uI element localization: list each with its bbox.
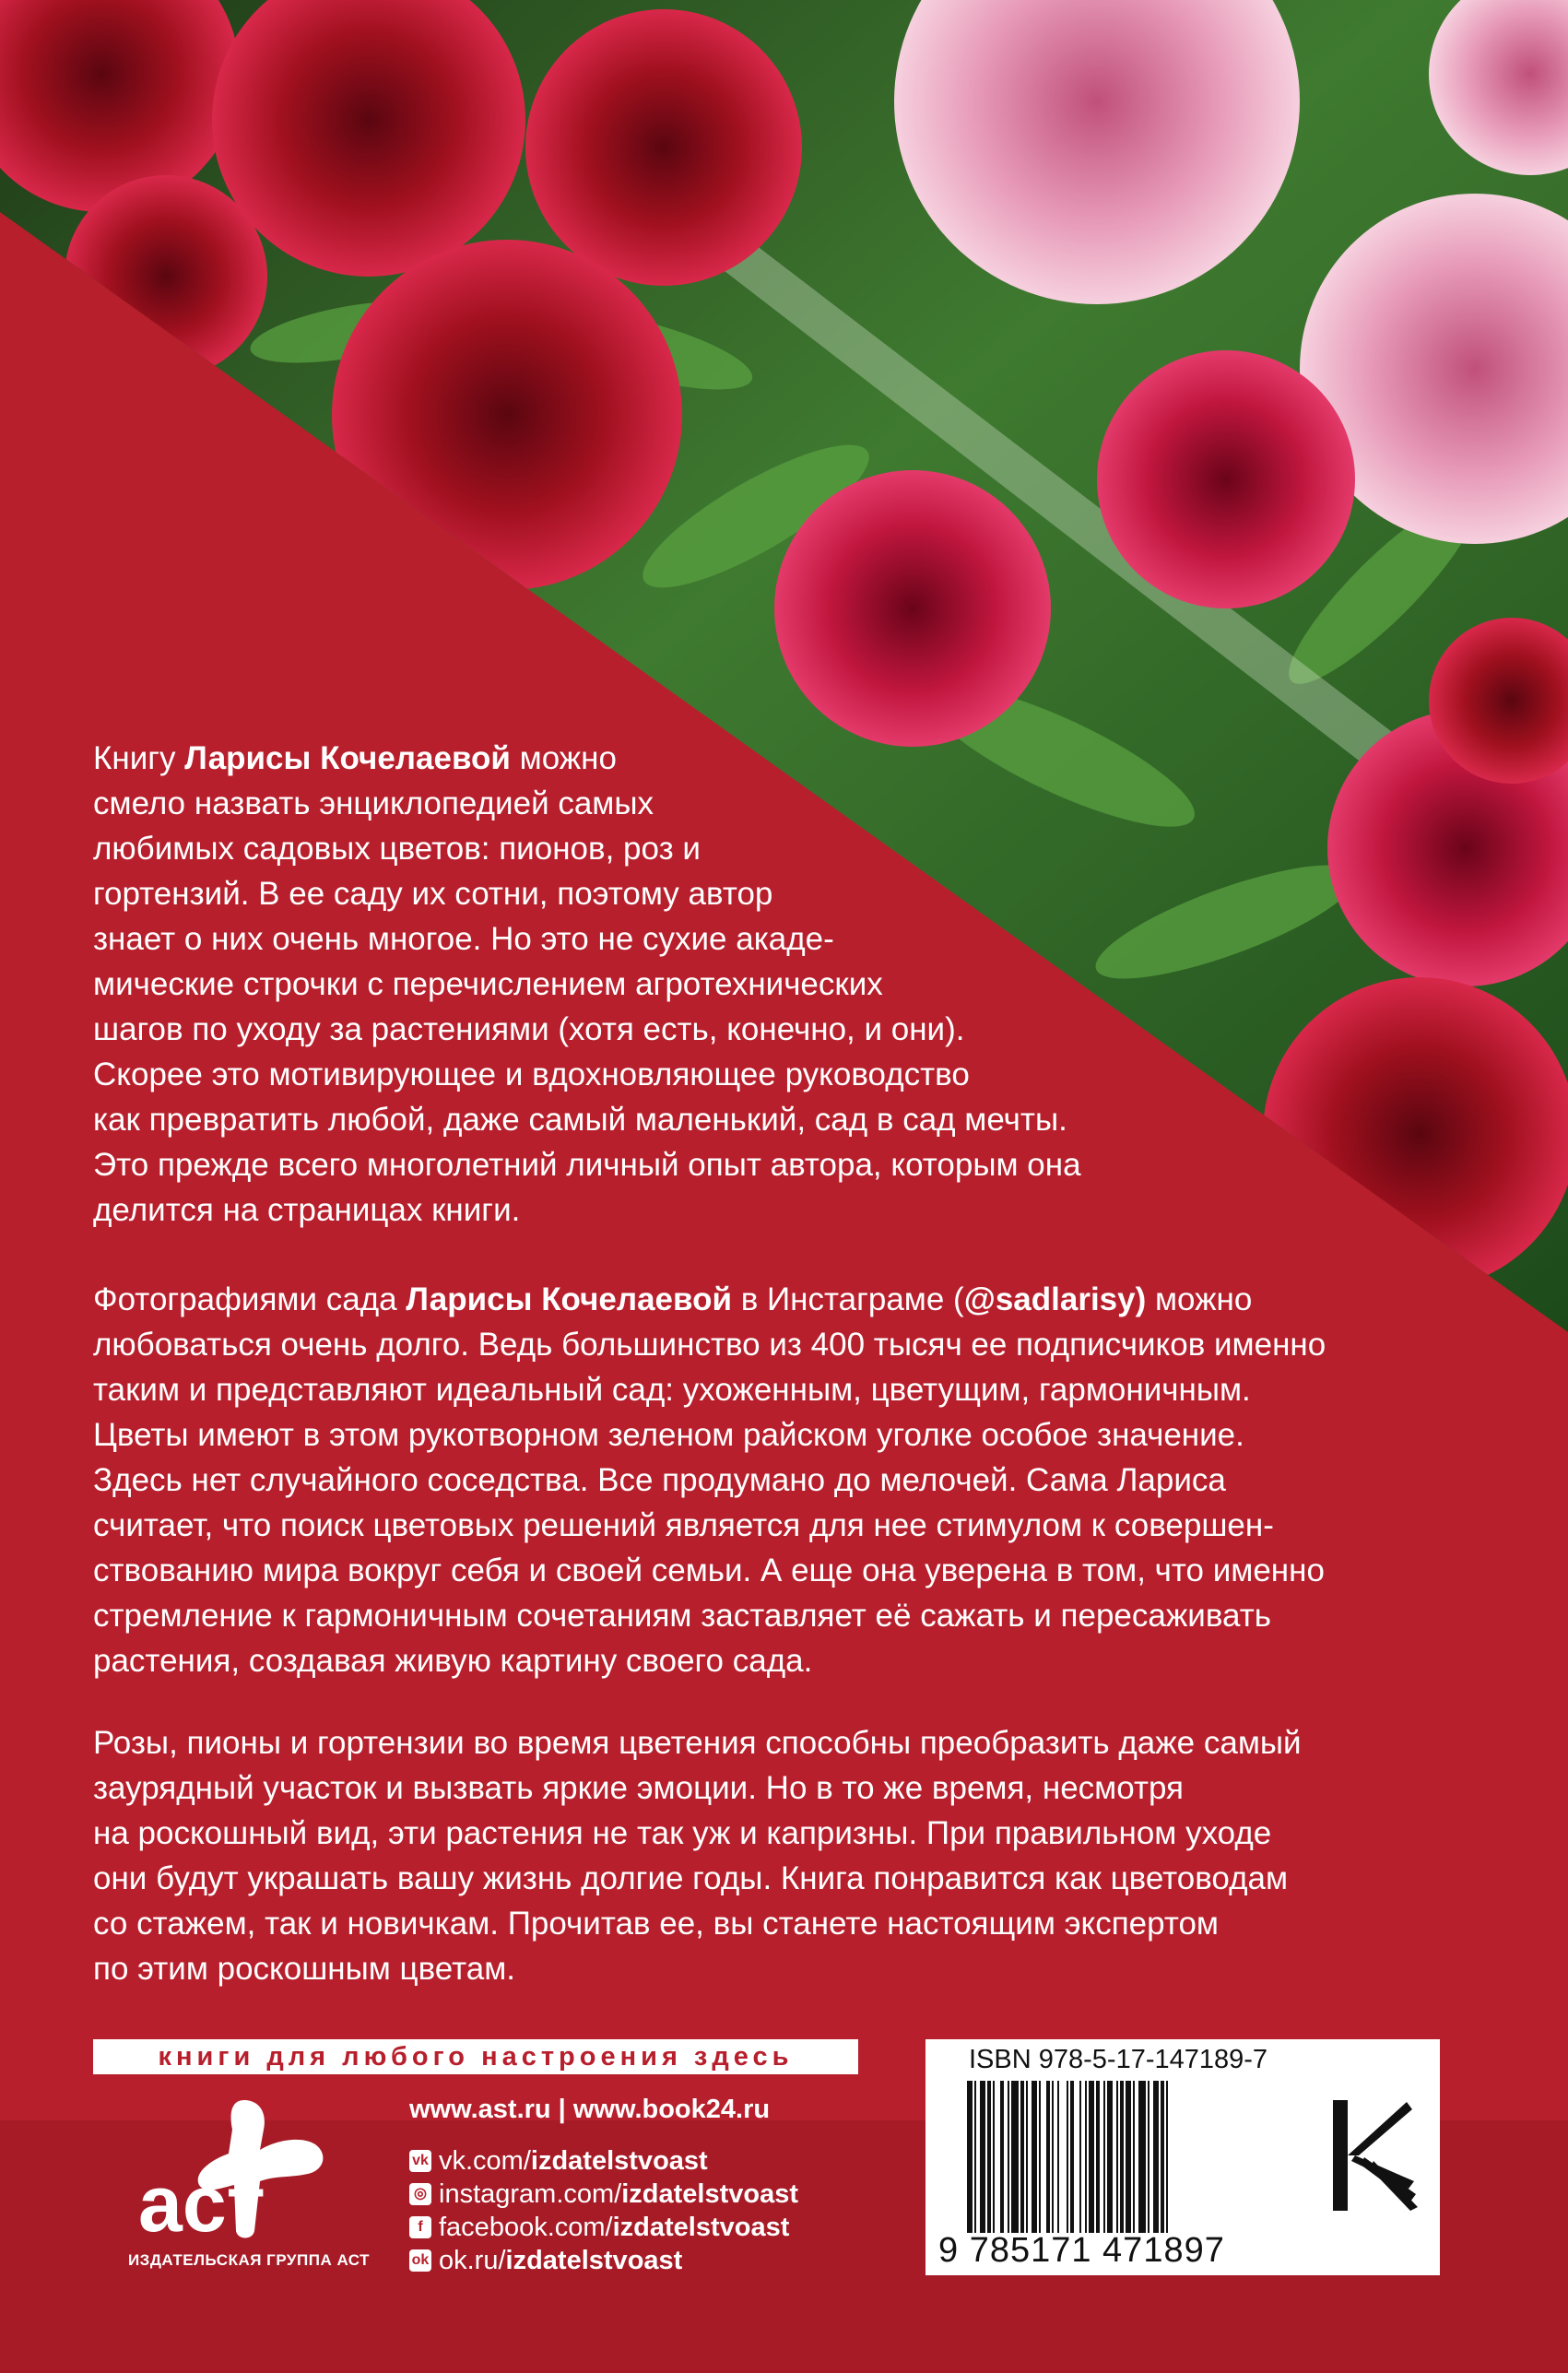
isbn-digits: 9 785171 471897 bbox=[938, 2231, 1225, 2270]
publisher-links bbox=[409, 2093, 798, 2277]
barcode-bar bbox=[1052, 2081, 1054, 2233]
text-segment: делится на страницах книги. bbox=[93, 1192, 521, 1228]
text-segment: считает, что поиск цветовых решений является для нее стимулом к совершен- bbox=[93, 1507, 1274, 1543]
text-segment: можно bbox=[1146, 1281, 1253, 1317]
text-segment: мические строчки с перечислением агротехнических bbox=[93, 966, 883, 1002]
icon-glyph: ok bbox=[411, 2252, 430, 2268]
bold-text: Ларисы Кочелаевой bbox=[184, 740, 511, 776]
text-line bbox=[93, 1503, 1457, 1548]
text-segment: по этим роскошным цветам. bbox=[93, 1951, 515, 1987]
barcode-bar bbox=[1070, 2081, 1074, 2233]
barcode-bar bbox=[1085, 2081, 1087, 2233]
barcode-bar bbox=[1138, 2081, 1146, 2233]
social-link-prefix: vk.com/ bbox=[439, 2146, 531, 2176]
barcode-bar bbox=[1057, 2081, 1059, 2233]
text-segment: таким и представляют идеальный сад: ухоженным, цветущим, гармоничным. bbox=[93, 1372, 1251, 1408]
social-link-handle: izdatelstvoast bbox=[505, 2246, 683, 2275]
text-segment: гортензий. В ее саду их сотни, поэтому автор bbox=[93, 876, 773, 912]
text-line bbox=[93, 826, 1126, 871]
social-link-handle: izdatelstvoast bbox=[621, 2179, 799, 2209]
ast-publisher-logo bbox=[120, 2093, 369, 2249]
bold-text: @sadlarisy) bbox=[963, 1281, 1147, 1317]
text-line bbox=[93, 1277, 1457, 1322]
text-segment: в Инстаграме ( bbox=[731, 1281, 964, 1317]
barcode-bar bbox=[1120, 2081, 1124, 2233]
barcode-bar bbox=[1161, 2081, 1164, 2233]
social-link-handle: izdatelstvoast bbox=[530, 2146, 708, 2176]
text-segment: заурядный участок и вызвать яркие эмоции. Но в то же время, несмотря bbox=[93, 1770, 1184, 1806]
odnoklassniki-icon bbox=[409, 2249, 431, 2272]
ast-logo-text: аст bbox=[138, 2160, 265, 2249]
text-line bbox=[93, 1720, 1457, 1765]
text-segment: на роскошный вид, эти растения не так уж и капризны. При правильном уходе bbox=[93, 1815, 1272, 1851]
icon-glyph: f bbox=[418, 2219, 423, 2235]
barcode-bar bbox=[1126, 2081, 1131, 2233]
text-segment: стремление к гармоничным сочетаниям заставляет её сажать и пересаживать bbox=[93, 1598, 1271, 1634]
social-link-vk[interactable] bbox=[409, 2144, 798, 2178]
text-segment: растения, создавая живую картину своего сада. bbox=[93, 1643, 813, 1679]
text-segment: Фотографиями сада bbox=[93, 1281, 407, 1317]
social-link-prefix: instagram.com/ bbox=[439, 2179, 622, 2209]
text-segment: любоваться очень долго. Ведь большинство из 400 тысяч ее подписчиков именно bbox=[93, 1327, 1326, 1363]
barcode-bar bbox=[1148, 2081, 1149, 2233]
barcode-bar bbox=[1166, 2081, 1168, 2233]
text-line bbox=[93, 962, 1126, 1007]
social-link-odnoklassniki[interactable] bbox=[409, 2244, 798, 2277]
text-segment: можно bbox=[510, 740, 617, 776]
barcode-bar bbox=[1032, 2081, 1037, 2233]
text-line bbox=[93, 781, 1126, 826]
text-line bbox=[93, 1548, 1457, 1593]
facebook-icon bbox=[409, 2216, 431, 2238]
isbn-label: ISBN 978-5-17-147189-7 bbox=[969, 2045, 1268, 2074]
text-line bbox=[93, 1412, 1457, 1458]
barcode-bar bbox=[1067, 2081, 1068, 2233]
text-segment: шагов по уходу за растениями (хотя есть, конечно, и они). bbox=[93, 1011, 965, 1047]
text-line bbox=[93, 1946, 1457, 1991]
text-segment: как превратить любой, даже самый маленький, сад в сад мечты. bbox=[93, 1102, 1067, 1138]
text-segment: Книгу bbox=[93, 740, 185, 776]
barcode-bar bbox=[1079, 2081, 1081, 2233]
barcode-bar bbox=[1103, 2081, 1105, 2233]
barcode-bar bbox=[1020, 2081, 1024, 2233]
social-link-prefix: ok.ru/ bbox=[439, 2246, 506, 2275]
text-line bbox=[93, 1142, 1126, 1187]
slogan-banner: книги для любого настроения здесь bbox=[93, 2039, 858, 2074]
text-line bbox=[93, 1322, 1457, 1367]
social-link-prefix: facebook.com/ bbox=[439, 2213, 613, 2242]
barcode-bar bbox=[980, 2081, 985, 2233]
text-segment: они будут украшать вашу жизнь долгие годы. Книга понравится как цветоводам bbox=[93, 1860, 1289, 1896]
barcode-bar bbox=[1008, 2081, 1009, 2233]
text-segment: знает о них очень многое. Но это не сухие акаде- bbox=[93, 921, 834, 957]
text-line bbox=[93, 1856, 1457, 1901]
text-line bbox=[93, 736, 1126, 781]
text-line bbox=[93, 1052, 1126, 1097]
publisher-caption: ИЗДАТЕЛЬСКАЯ ГРУППА АСТ bbox=[127, 2251, 371, 2269]
barcode-bar bbox=[1011, 2081, 1019, 2233]
description-paragraph-3 bbox=[93, 1720, 1457, 1991]
text-line bbox=[93, 916, 1126, 962]
instagram-icon bbox=[409, 2183, 431, 2205]
description-paragraph-2 bbox=[93, 1277, 1457, 1683]
text-line bbox=[93, 1187, 1126, 1233]
text-line bbox=[93, 1367, 1457, 1412]
barcode-bar bbox=[1107, 2081, 1113, 2233]
icon-glyph: vk bbox=[412, 2153, 429, 2168]
social-link-facebook[interactable] bbox=[409, 2211, 798, 2244]
isbn-barcode-block bbox=[925, 2039, 1440, 2275]
text-segment: со стажем, так и новичкам. Прочитав ее, вы станете настоящим экспертом bbox=[93, 1906, 1219, 1942]
barcode-bar bbox=[1046, 2081, 1050, 2233]
text-segment: ствованию мира вокруг себя и своей семьи. А еще она уверена в том, что именно bbox=[93, 1552, 1325, 1588]
barcode-bar bbox=[1096, 2081, 1100, 2233]
barcode-bar bbox=[974, 2081, 976, 2233]
text-line bbox=[93, 1593, 1457, 1638]
text-segment: Цветы имеют в этом рукотворном зеленом райском уголке особое значение. bbox=[93, 1417, 1244, 1453]
text-line bbox=[93, 1811, 1457, 1856]
text-segment: Розы, пионы и гортензии во время цветения способны преобразить даже самый bbox=[93, 1725, 1302, 1761]
text-line bbox=[93, 1097, 1126, 1142]
text-line bbox=[93, 871, 1126, 916]
icon-glyph: ◎ bbox=[414, 2186, 427, 2202]
barcode-bar bbox=[1000, 2081, 1004, 2233]
barcode-bar bbox=[1039, 2081, 1041, 2233]
barcode-bar bbox=[1089, 2081, 1094, 2233]
text-segment: Скорее это мотивирующее и вдохновляющее руководство bbox=[93, 1057, 970, 1092]
social-links-list bbox=[409, 2144, 798, 2277]
social-link-instagram[interactable] bbox=[409, 2178, 798, 2211]
text-line bbox=[93, 1007, 1126, 1052]
text-segment: Это прежде всего многолетний личный опыт автора, которым она bbox=[93, 1147, 1081, 1183]
text-line bbox=[93, 1458, 1457, 1503]
barcode-bar bbox=[1133, 2081, 1135, 2233]
websites-link[interactable]: www.ast.ru | www.book24.ru bbox=[409, 2095, 771, 2124]
description-paragraph-1 bbox=[93, 736, 1126, 1233]
text-line bbox=[93, 1901, 1457, 1946]
barcode-bar bbox=[1153, 2081, 1159, 2233]
social-link-handle: izdatelstvoast bbox=[612, 2213, 790, 2242]
barcode-bar bbox=[987, 2081, 991, 2233]
barcode-bar bbox=[967, 2081, 973, 2233]
barcode-bar bbox=[993, 2081, 995, 2233]
bold-text: Ларисы Кочелаевой bbox=[406, 1281, 732, 1317]
k-publisher-mark-icon bbox=[1327, 2096, 1420, 2216]
barcode-bar bbox=[1116, 2081, 1118, 2233]
text-line bbox=[93, 1765, 1457, 1811]
text-segment: смело назвать энциклопедией самых bbox=[93, 785, 654, 821]
barcode-icon bbox=[967, 2081, 1317, 2233]
barcode-bar bbox=[1026, 2081, 1028, 2233]
vk-icon bbox=[409, 2150, 431, 2172]
text-line bbox=[93, 1638, 1457, 1683]
text-segment: любимых садовых цветов: пионов, роз и bbox=[93, 831, 701, 867]
text-segment: Здесь нет случайного соседства. Все продумано до мелочей. Сама Лариса bbox=[93, 1462, 1226, 1498]
